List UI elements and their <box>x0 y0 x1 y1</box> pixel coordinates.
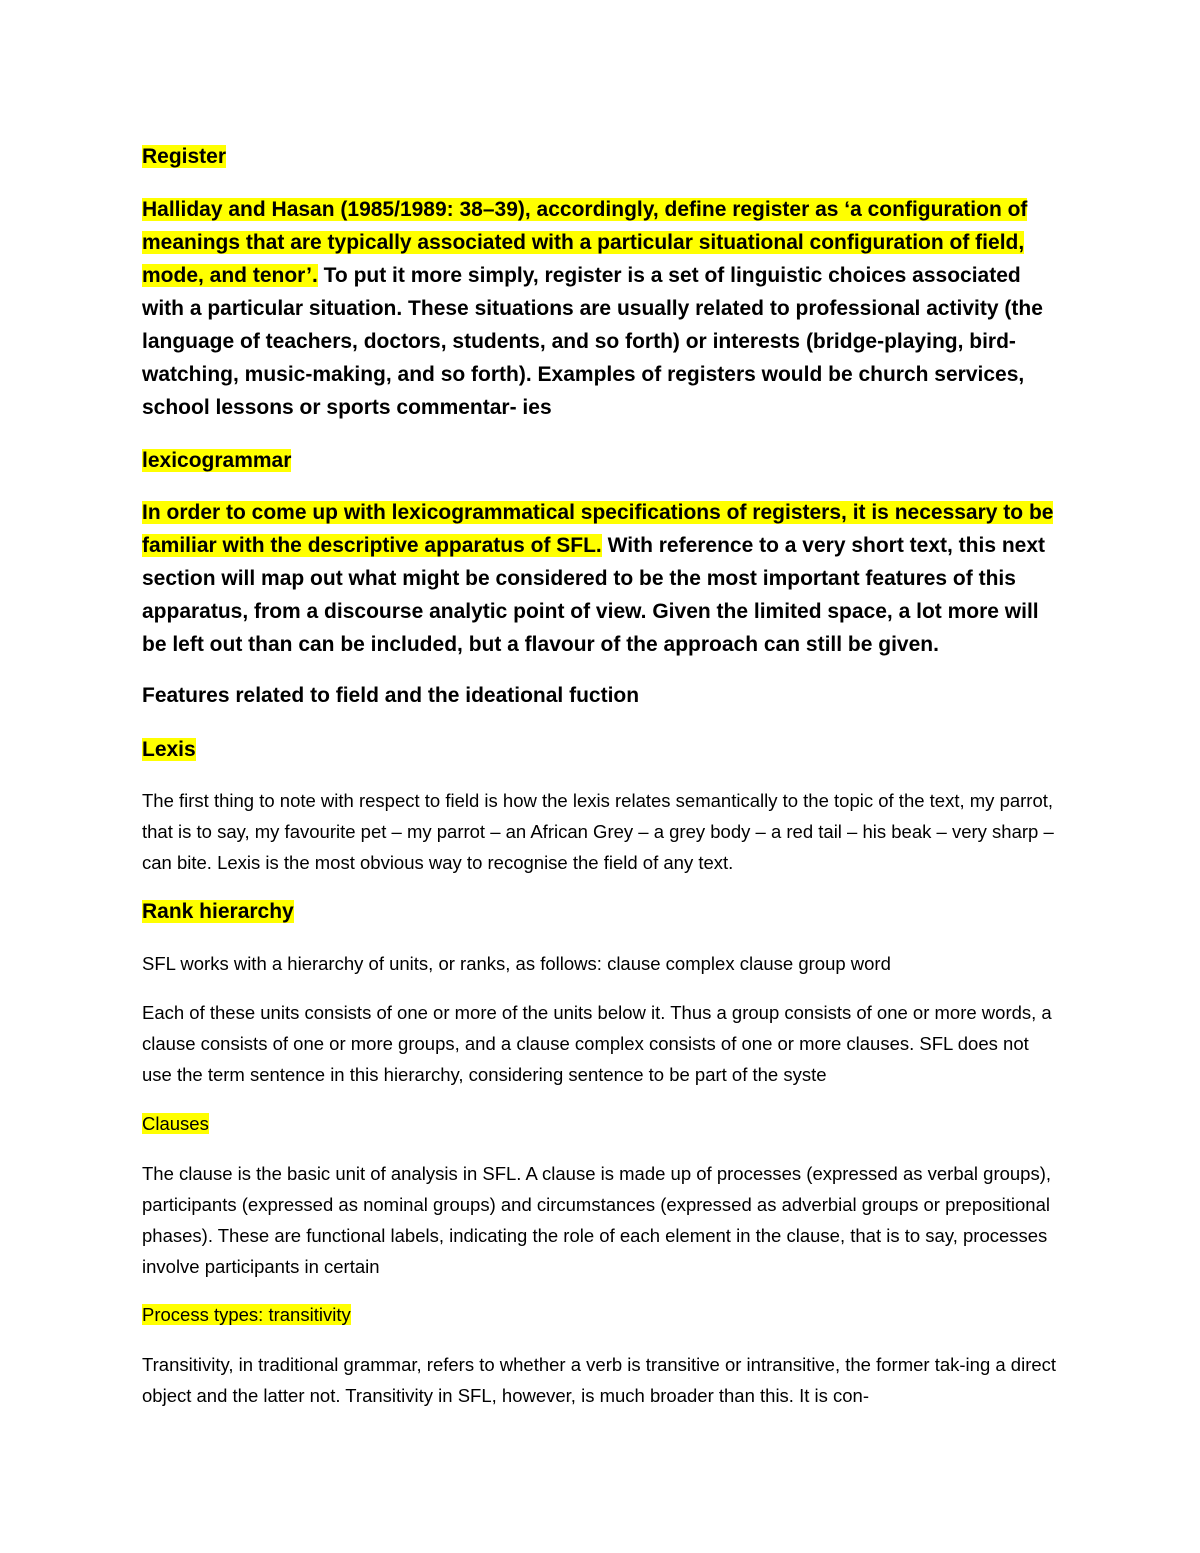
register-highlight: Halliday and Hasan (1985/1989: 38–39), accordingly, define register as ‘a configuration of meanings that are typically associated with a particular situational configuration of field, mode, and tenor’. <box>142 198 1028 287</box>
clauses-paragraph: The clause is the basic unit of analysis in SFL. A clause is made up of processes (expressed as verbal groups), participants (expressed as nominal groups) and circumstances (expressed as adverbial groups or prepositional phases). These are functional labels, indicating the role of each element in the clause, that is to say, processes involve participants in certain <box>142 1163 1052 1277</box>
lexicogrammar-heading: lexicogrammar <box>142 449 292 472</box>
lexis-heading: Lexis <box>142 738 196 761</box>
process-types-heading: Process types: transitivity <box>142 1304 351 1325</box>
features-heading: Features related to field and the ideational fuction <box>142 684 640 707</box>
rank-hierarchy-heading: Rank hierarchy <box>142 900 294 923</box>
process-paragraph: Transitivity, in traditional grammar, refers to whether a verb is transitive or intransitive, the former tak-ing a direct object and the latter not. Transitivity in SFL, however, is much broader than this. It is con- <box>142 1354 1057 1406</box>
lexicogrammar-highlight: In order to come up with lexicogrammatical specifications of registers, it is necessary to be familiar with the descriptive apparatus of SFL. <box>142 501 1054 557</box>
register-paragraph <box>142 193 1062 424</box>
register-body: To put it more simply, register is a set of linguistic choices associated with a particular situation. These situations are usually related to professional activity (the language of teachers, doctors, students, and so forth) or interests (bridge-playing, bird-watching, music-making, and so forth). Examples of registers would be church services, school lessons or sports commentar- ies <box>142 264 1043 419</box>
lexicogrammar-paragraph <box>142 496 1062 661</box>
register-heading: Register <box>142 145 227 168</box>
clauses-heading: Clauses <box>142 1113 209 1134</box>
rank-paragraph-2: Each of these units consists of one or more of the units below it. Thus a group consists of one or more words, a clause consists of one or more groups, and a clause complex consists of one or more clauses. SFL does not use the term sentence in this hierarchy, considering sentence to be part of the syste <box>142 1002 1052 1085</box>
lexis-paragraph: The first thing to note with respect to field is how the lexis relates semantically to the topic of the text, my parrot, that is to say, my favourite pet – my parrot – an African Grey – a grey body – a red tail – his beak – very sharp – can bite. Lexis is the most obvious way to recognise the field of any text. <box>142 790 1054 873</box>
lexicogrammar-body: With reference to a very short text, this next section will map out what might be considered to be the most important features of this apparatus, from a discourse analytic point of view. Given the limited space, a lot more will be left out than can be included, but a flavour of the approach can still be given. <box>142 534 1046 656</box>
rank-paragraph-1: SFL works with a hierarchy of units, or ranks, as follows: clause complex clause group word <box>142 953 891 974</box>
